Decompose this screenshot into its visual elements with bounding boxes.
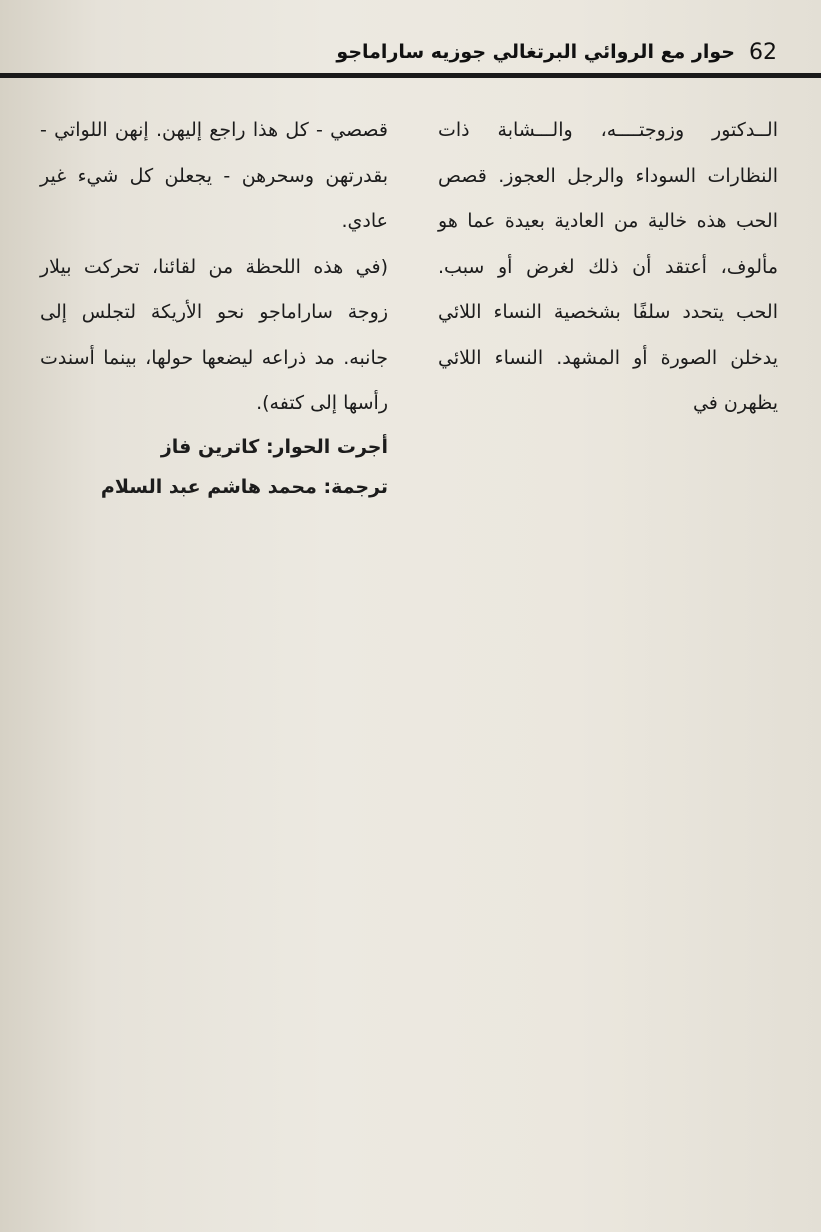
- translator-credit: ترجمة: محمد هاشم عبد السلام: [100, 475, 388, 498]
- interviewer-credit: أجرت الحوار: كاترين فاز: [160, 435, 388, 458]
- page-header: [260, 34, 777, 70]
- running-title: حوار مع الروائي البرتغالي جوزيه ساراماجو: [336, 41, 735, 63]
- page-number: 62: [749, 39, 777, 65]
- right-text-column: [438, 108, 778, 427]
- header-rule: [0, 73, 821, 78]
- credits-block: [40, 427, 388, 507]
- left-column-paragraph-1: قصصي - كل هذا راجع إليهن. إنهن اللواتي - بقدرتهن وسحرهن - يجعلن كل شيء غير عادي.: [40, 119, 388, 232]
- left-text-column: [40, 108, 388, 507]
- right-column-paragraph: الــدكتور وزوجتــــه، والـــشابة ذات النظارات السوداء والرجل العجوز. قصص الحب هذه خالية من العادية بعيدة عما هو مألوف، أعتقد أن ذلك لغرض أو سبب. الحب يتحدد سلفًا بشخصية النساء اللائي يدخلن الصورة أو المشهد. النساء اللائي يظهرن في: [438, 119, 778, 414]
- left-column-paragraph-2: (في هذه اللحظة من لقائنا، تحركت بيلار زوجة ساراماجو نحو الأريكة لتجلس إلى جانبه. مد ذراعه ليضعها حولها، بينما أسندت رأسها إلى كتفه).: [40, 255, 388, 414]
